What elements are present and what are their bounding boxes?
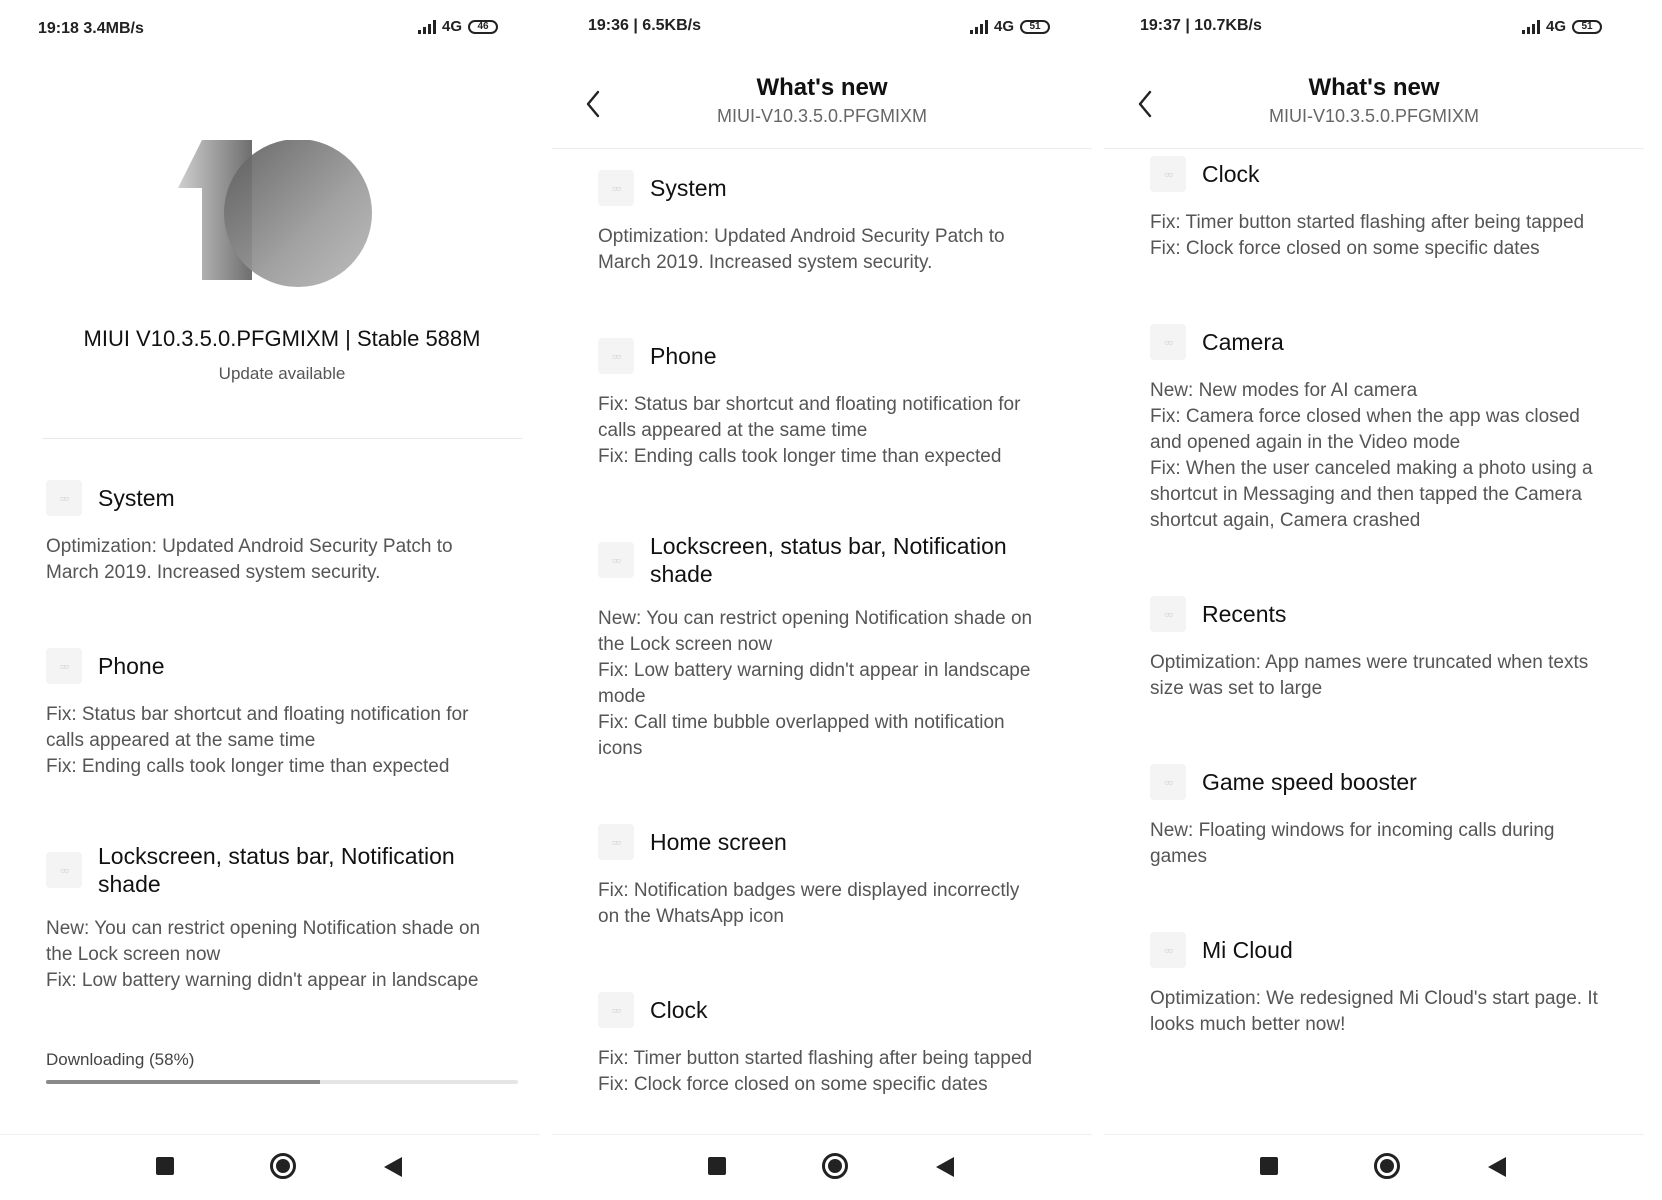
section-title: Lockscreen, status bar, Notification shade [650,533,1007,587]
changelog-section [0,480,540,586]
change-line: Fix: Status bar shortcut and floating notification for [46,704,469,725]
navigation-bar [552,1134,1092,1200]
change-line: calls appeared at the same time [598,420,868,441]
app-placeholder-icon: ▫▫ [1150,156,1186,192]
change-line: Fix: Clock force closed on some specific dates [1150,238,1540,259]
app-placeholder-icon: ▫▫ [598,170,634,206]
section-header [1150,156,1604,192]
change-line: Fix: Status bar shortcut and floating notification for [598,394,1021,415]
status-time: 19:36 | 6.5KB/s [588,17,701,34]
page-header [552,66,1092,146]
change-line: Fix: Ending calls took longer time than expected [598,446,1002,467]
change-line: Optimization: We redesigned Mi Cloud's start page. It [1150,988,1598,1009]
changelog-section [0,842,540,994]
network-type: 4G [993,18,1014,35]
app-placeholder-icon: ▫▫ [598,338,634,374]
status-bar [1104,0,1644,56]
changelog-section [552,824,1092,930]
divider [42,438,522,439]
change-line: the Lock screen now [46,944,221,965]
back-triangle-icon[interactable] [1488,1157,1506,1177]
change-line: Optimization: App names were truncated when texts [1150,652,1589,673]
app-placeholder-icon: ▫▫ [46,480,82,516]
page-subtitle: MIUI-V10.3.5.0.PFGMIXM [1268,106,1480,126]
network-type: 4G [1545,18,1566,35]
section-description [46,534,500,586]
change-line: mode [598,686,646,707]
changelog-section [0,648,540,780]
change-line: games [1150,846,1208,867]
change-line: New: New modes for AI camera [1150,380,1418,401]
app-placeholder-icon: ▫▫ [598,824,634,860]
changelog-section [552,338,1092,470]
section-title: Lockscreen, status bar, Notification shade [98,843,455,897]
changelog-section [1104,324,1644,534]
status-time: 19:37 | 10.7KB/s [1140,17,1262,34]
change-line: and opened again in the Video mode [1150,432,1461,453]
page-title: What's new [1308,74,1440,101]
divider [552,148,1092,149]
section-title: Phone [650,343,717,369]
section-header [46,480,500,516]
change-line: icons [598,738,643,759]
section-title: Game speed booster [1202,769,1417,795]
section-description [598,878,1052,930]
change-line: Fix: Notification badges were displayed incorrectly [598,880,1020,901]
change-line: shortcut in Messaging and then tapped the Camera [1150,484,1582,505]
phone-screen-update [0,0,540,1200]
section-title: Mi Cloud [1202,937,1293,963]
change-line: New: Floating windows for incoming calls during [1150,820,1555,841]
home-circle-icon[interactable] [270,1153,296,1179]
phone-screen-whats-new [552,0,1092,1200]
battery-icon: 51 [1020,20,1050,34]
changelog-section [1104,156,1644,262]
app-placeholder-icon: ▫▫ [1150,596,1186,632]
section-description [598,1046,1052,1098]
change-line: shortcut again, Camera crashed [1150,510,1421,531]
section-description [1150,210,1604,262]
change-line: New: You can restrict opening Notification shade on [46,918,481,939]
download-progress-bar [46,1080,518,1084]
status-bar [0,0,540,56]
section-title: System [650,175,727,201]
recents-square-icon[interactable] [156,1157,174,1175]
section-description [1150,650,1604,702]
app-placeholder-icon: ▫▫ [598,542,634,578]
section-description [1150,818,1604,870]
change-line: on the WhatsApp icon [598,906,784,927]
change-line: March 2019. Increased system security. [46,562,381,583]
changelog-section [552,170,1092,276]
change-line: Fix: Timer button started flashing after being tapped [1150,212,1585,233]
section-header [1150,932,1604,968]
section-header [598,992,1052,1028]
app-placeholder-icon: ▫▫ [598,992,634,1028]
version-title: MIUI V10.3.5.0.PFGMIXM | Stable 588M [83,326,481,351]
app-placeholder-icon: ▫▫ [1150,764,1186,800]
home-circle-icon[interactable] [822,1153,848,1179]
change-line: Fix: Call time bubble overlapped with notification [598,712,1005,733]
changelog-section [1104,932,1644,1038]
section-description [1150,986,1604,1038]
section-header [46,648,500,684]
battery-icon: 46 [468,20,498,34]
change-line: Fix: Low battery warning didn't appear in landscape [598,660,1031,681]
change-line: Fix: Timer button started flashing after being tapped [598,1048,1033,1069]
signal-icon [418,20,436,34]
changelog-list[interactable] [552,170,1092,1134]
page-title: What's new [756,74,888,101]
section-description [598,606,1052,762]
section-title: Clock [650,997,708,1023]
changelog-section [1104,596,1644,702]
download-progress-fill [46,1080,320,1084]
back-triangle-icon[interactable] [384,1157,402,1177]
phone-screen-whats-new-scrolled [1104,0,1644,1200]
section-header [1150,596,1604,632]
changelog-section [552,532,1092,762]
home-circle-icon[interactable] [1374,1153,1400,1179]
app-placeholder-icon: ▫▫ [46,852,82,888]
page-header [1104,66,1644,146]
section-description [46,702,500,780]
section-header [46,842,500,898]
change-line: Optimization: Updated Android Security Patch to [598,226,1005,247]
signal-icon [970,20,988,34]
section-header [1150,324,1604,360]
change-line: Fix: Camera force closed when the app was closed [1150,406,1580,427]
navigation-bar [1104,1134,1644,1200]
back-triangle-icon[interactable] [936,1157,954,1177]
changelog-list[interactable] [0,480,540,1018]
change-line: the Lock screen now [598,634,773,655]
change-line: Fix: When the user canceled making a photo using a [1150,458,1593,479]
battery-icon: 51 [1572,20,1602,34]
change-line: calls appeared at the same time [46,730,316,751]
network-type: 4G [441,18,462,35]
navigation-bar [0,1134,540,1200]
section-title: Camera [1202,329,1284,355]
section-header [598,532,1052,588]
change-line: Fix: Clock force closed on some specific dates [598,1074,988,1095]
changelog-section [552,992,1092,1098]
change-line: New: You can restrict opening Notification shade on [598,608,1033,629]
changelog-section [1104,764,1644,870]
signal-icon [1522,20,1540,34]
section-description [1150,378,1604,534]
section-description [598,392,1052,470]
section-header [598,824,1052,860]
changelog-list[interactable] [1104,156,1644,1134]
change-line: Optimization: Updated Android Security Patch to [46,536,453,557]
status-time: 19:18 3.4MB/s [38,20,144,37]
section-title: Clock [1202,161,1260,187]
section-header [598,170,1052,206]
section-header [1150,764,1604,800]
page-subtitle: MIUI-V10.3.5.0.PFGMIXM [716,106,928,126]
change-line: looks much better now! [1150,1014,1346,1035]
section-description [46,916,500,994]
miui-10-logo [178,140,388,300]
app-placeholder-icon: ▫▫ [1150,324,1186,360]
section-header [598,338,1052,374]
change-line: March 2019. Increased system security. [598,252,933,273]
update-status: Update available [218,364,346,383]
section-description [598,224,1052,276]
downloading-label: Downloading (58%) [46,1050,195,1069]
recents-square-icon[interactable] [1260,1157,1278,1175]
section-title: Home screen [650,829,787,855]
change-line: size was set to large [1150,678,1323,699]
section-title: System [98,485,175,511]
section-title: Recents [1202,601,1287,627]
status-bar [552,0,1092,56]
divider [1104,148,1644,149]
recents-square-icon[interactable] [708,1157,726,1175]
change-line: Fix: Low battery warning didn't appear in landscape [46,970,479,991]
app-placeholder-icon: ▫▫ [46,648,82,684]
change-line: Fix: Ending calls took longer time than expected [46,756,450,777]
section-title: Phone [98,653,165,679]
app-placeholder-icon: ▫▫ [1150,932,1186,968]
